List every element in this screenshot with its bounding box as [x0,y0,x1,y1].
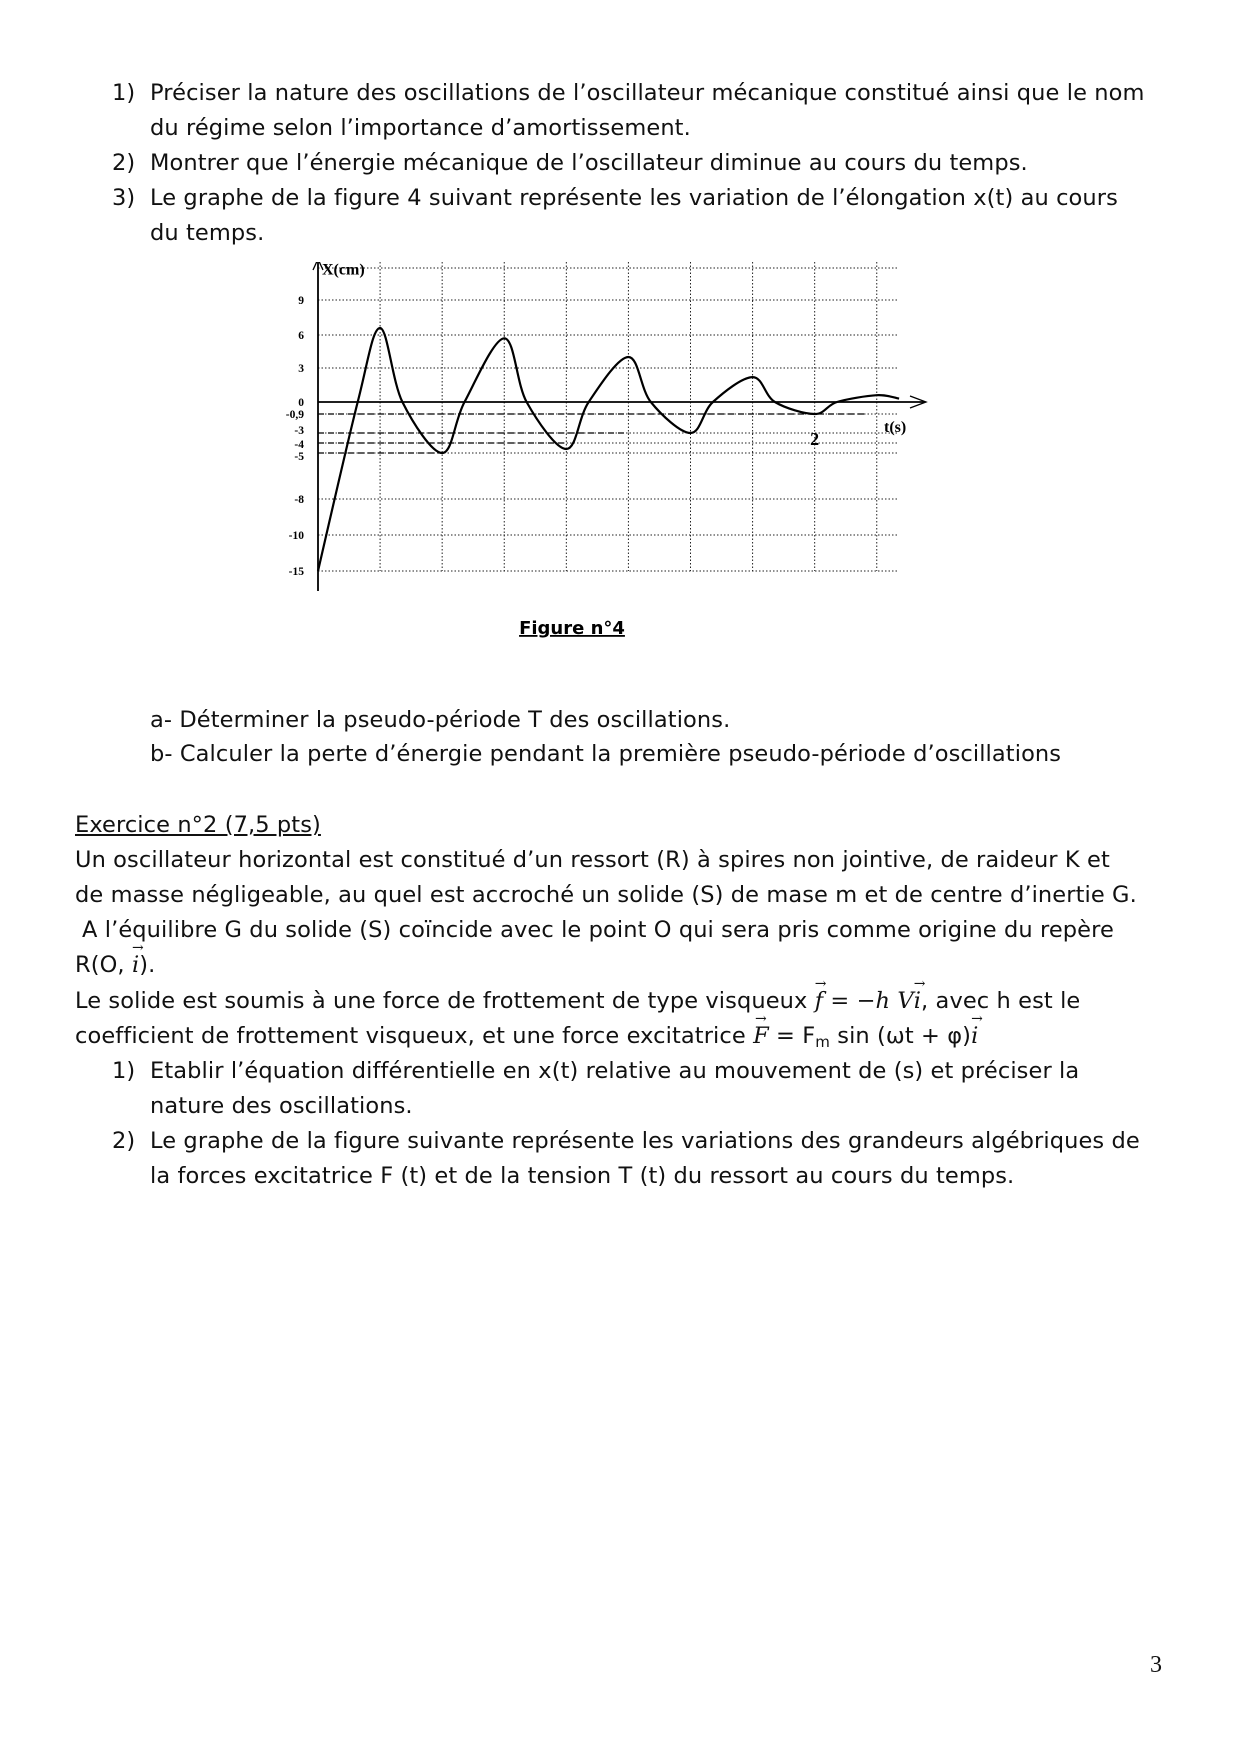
q1-text-line2: du régime selon l’importance d’amortissement. [150,115,691,141]
ex2-paragraph-line6: coefficient de frottement visqueux, et une force excitatrice → $F = F_m$ sin (ωt + φ)→ i [75,1019,978,1060]
unit-vector-i: → i [132,948,139,983]
figure-title: Figure n°4 [519,618,625,639]
y-axis-label: X(cm) [322,262,365,279]
y-tick-label: 6 [298,330,304,342]
q3-text-line2: du temps. [150,220,265,246]
page-number: 3 [1150,1652,1162,1678]
q1-text-line1: Préciser la nature des oscillations de l’oscillateur mécanique constitué ainsi que le nom [150,80,1145,106]
friction-force-vector: → f [815,984,823,1019]
y-tick-label: -3 [294,425,304,437]
ex2-paragraph-line3: A l’équilibre G du solide (S) coïncide avec le point O qui sera pris comme origine du repère [82,917,1114,943]
y-tick-label: -8 [294,494,304,506]
y-tick-label: 3 [298,363,304,375]
ex2-paragraph-line2: de masse négligeable, au quel est accroché un solide (S) de mase m et de centre d’inertie G. [75,882,1137,908]
q1-number: 1) [112,80,136,106]
q3-number: 3) [112,185,136,211]
q2-number: 2) [112,150,136,176]
ex2-q2-line1: Le graphe de la figure suivante représente les variations des grandeurs algébriques de [150,1128,1140,1154]
y-tick-label: -4 [294,439,304,451]
q2-text: Montrer que l’énergie mécanique de l’oscillateur diminue au cours du temps. [150,150,1028,176]
exercise-2-title: Exercice n°2 (7,5 pts) [75,812,321,838]
ex2-q1-line2: nature des oscillations. [150,1093,413,1119]
y-tick-label: -5 [294,451,304,463]
figure-4-chart [270,262,930,662]
ex2-paragraph-line5: Le solide est soumis à une force de frottement de type visqueux → f = −h V→ i, avec h est le [75,984,1080,1019]
ex2-q2-number: 2) [112,1128,136,1154]
ex2-q1-number: 1) [112,1058,136,1084]
q3-text-line1: Le graphe de la figure 4 suivant représente les variation de l’élongation x(t) au cours [150,185,1118,211]
subq-a: a- Déterminer la pseudo-période T des oscillations. [150,707,731,733]
ex2-paragraph-line4: R(O, → i). [75,948,155,983]
y-tick-label: 0 [298,397,304,409]
ex2-paragraph-line1: Un oscillateur horizontal est constitué d’un ressort (R) à spires non jointive, de raideur K et [75,847,1110,873]
y-tick-label: -0,9 [285,409,304,421]
y-tick-label: -10 [288,530,304,542]
y-tick-label: 9 [298,295,304,307]
x-axis-label: t(s) [884,419,907,436]
ex2-q1-line1: Etablir l’équation différentielle en x(t) relative au mouvement de (s) et préciser la [150,1058,1080,1084]
x-tick-label: 2 [810,429,820,449]
y-tick-label: -15 [288,566,304,578]
exciting-force-vector: → F [753,1019,769,1054]
ex2-q2-line2: la forces excitatrice F (t) et de la tension T (t) du ressort au cours du temps. [150,1163,1015,1189]
subq-b: b- Calculer la perte d’énergie pendant la première pseudo-période d’oscillations [150,741,1062,767]
